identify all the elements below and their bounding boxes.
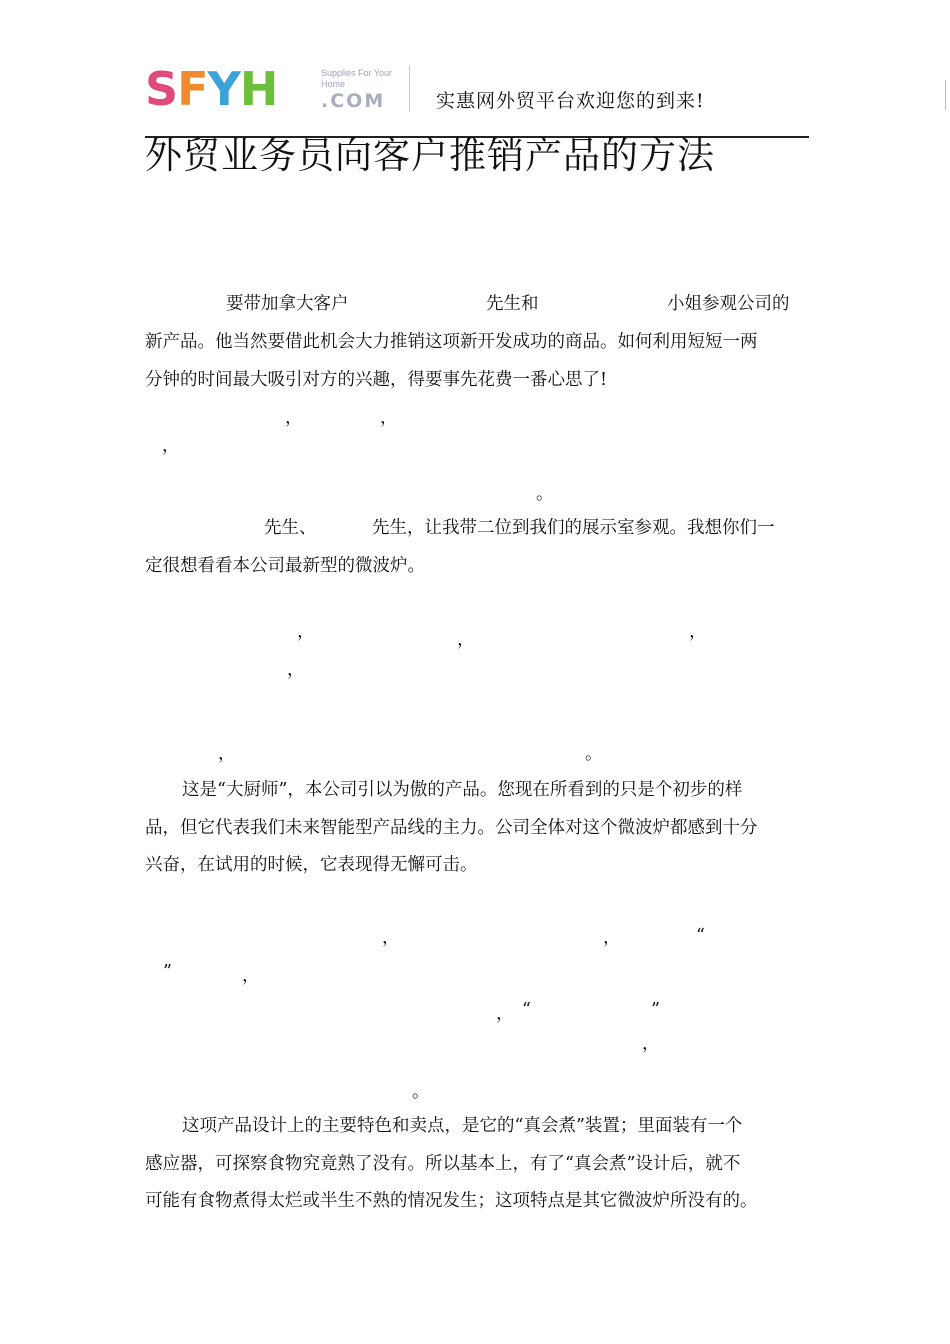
p4-line3: 可能有食物煮得太烂或半生不熟的情况发生；这项特点是其它微波炉所没有的。 <box>145 1191 758 1211</box>
logo-tagline: Supplies For Your Home <box>321 68 393 89</box>
logo-domain: .COM <box>321 90 386 112</box>
p1-seg3: 小姐参观公司的 <box>667 294 790 314</box>
logo-letter-h: H <box>239 62 278 116</box>
stray-comma: ， <box>297 622 315 642</box>
logo-letter-y: Y <box>207 62 240 116</box>
stray-comma: ， <box>285 408 303 428</box>
stray-quote-open: “ <box>696 926 705 946</box>
stray-comma: ， <box>287 660 305 680</box>
stray-comma: ， <box>457 630 475 650</box>
page-title: 外贸业务员向客户推销产品的方法 <box>145 134 715 177</box>
stray-comma: ， <box>380 408 398 428</box>
site-logo <box>145 64 413 114</box>
p2-seg1: 先生、 <box>264 518 317 538</box>
stray-comma: ， <box>496 1004 514 1024</box>
page-edge-mark <box>945 80 946 110</box>
stray-comma: ， <box>603 928 621 948</box>
stray-comma: ， <box>218 744 236 764</box>
stray-comma: ， <box>642 1034 660 1054</box>
p4-line2: 感应器，可探察食物究竟熟了没有。所以基本上，有了“真会煮”设计后，就不 <box>145 1154 741 1174</box>
stray-comma: ， <box>689 622 707 642</box>
stray-comma: ， <box>162 436 180 456</box>
header-welcome-text: 实惠网外贸平台欢迎您的到来! <box>436 90 705 112</box>
stray-quote-close: ” <box>163 962 172 982</box>
logo-wordmark <box>145 64 277 114</box>
p4-line1: 这项产品设计上的主要特色和卖点，是它的“真会煮”装置；里面装有一个 <box>182 1116 743 1136</box>
stray-period: 。 <box>412 1082 430 1102</box>
stray-quote-close: ” <box>651 1000 660 1020</box>
stray-period: 。 <box>585 744 603 764</box>
p1-seg1: 要带加拿大客户 <box>226 294 349 314</box>
logo-letter-s: S <box>145 62 178 116</box>
p3-line2: 品，但它代表我们未来智能型产品线的主力。公司全体对这个微波炉都感到十分 <box>145 818 758 838</box>
p1-seg2: 先生和 <box>486 294 539 314</box>
p1-line2: 新产品。他当然要借此机会大力推销这项新开发成功的商品。如何利用短短一两 <box>145 332 758 352</box>
stray-comma: ， <box>242 966 260 986</box>
p3-line1: 这是“大厨师”，本公司引以为傲的产品。您现在所看到的只是个初步的样 <box>182 780 743 800</box>
stray-period: 。 <box>536 484 554 504</box>
stray-quote-open: “ <box>522 1000 531 1020</box>
p3-line3: 兴奋，在试用的时候，它表现得无懈可击。 <box>145 855 478 875</box>
stray-comma: ， <box>382 928 400 948</box>
logo-divider <box>409 66 410 112</box>
p1-line3: 分钟的时间最大吸引对方的兴趣，得要事先花费一番心思了! <box>145 370 608 390</box>
logo-letter-f: F <box>177 62 208 116</box>
p2-seg2: 先生，让我带二位到我们的展示室参观。我想你们一 <box>372 518 775 538</box>
p2-line2: 定很想看看本公司最新型的微波炉。 <box>145 556 425 576</box>
